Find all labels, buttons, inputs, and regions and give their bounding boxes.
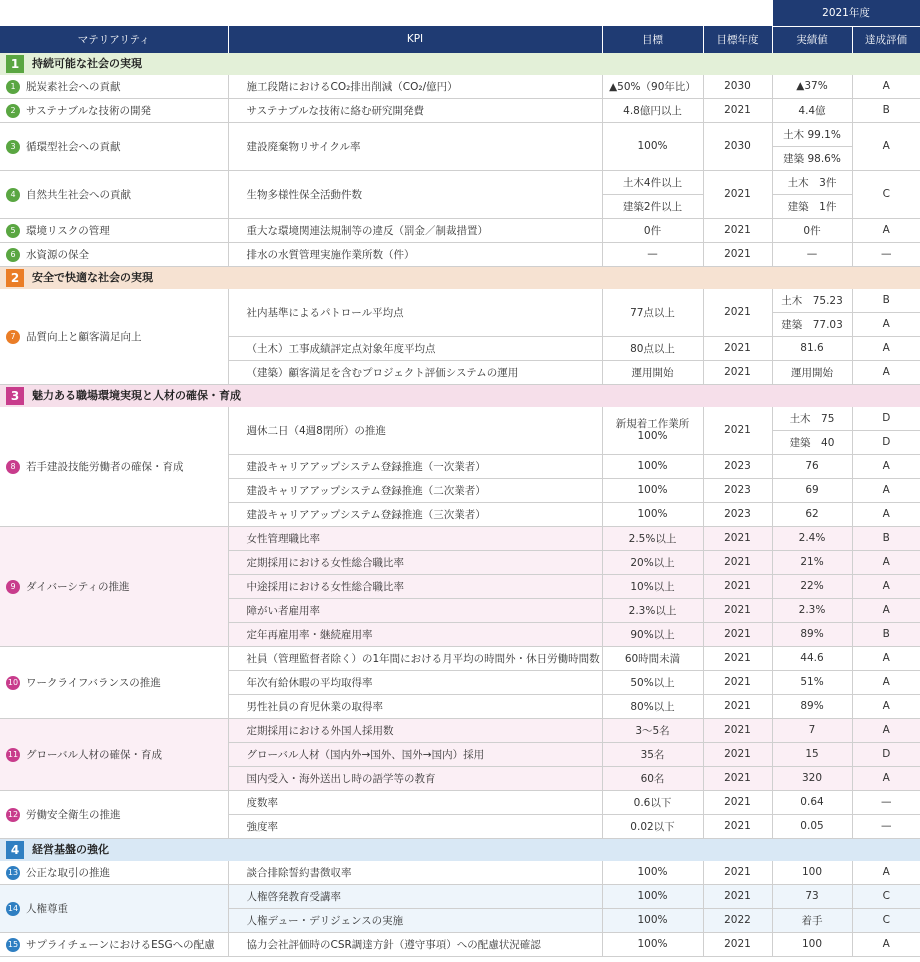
target-cell: 80点以上 bbox=[602, 336, 703, 360]
eval-cell: A bbox=[852, 478, 920, 502]
actual-cell: 15 bbox=[772, 742, 852, 766]
materiality-name: ダイバーシティの推進 bbox=[26, 580, 130, 593]
eval-cell: — bbox=[852, 814, 920, 838]
target-cell: 80%以上 bbox=[602, 694, 703, 718]
year-cell: 2023 bbox=[703, 502, 772, 526]
materiality-number: 8 bbox=[6, 460, 20, 474]
year-cell: 2021 bbox=[703, 407, 772, 455]
table-row bbox=[0, 75, 920, 99]
kpi-cell: （建築）顧客満足を含むプロジェクト評価システムの運用 bbox=[228, 360, 602, 384]
header-target: 目標 bbox=[602, 26, 703, 53]
materiality-name: グローバル人材の確保・育成 bbox=[26, 748, 162, 761]
year-cell: 2021 bbox=[703, 550, 772, 574]
year-cell: 2021 bbox=[703, 884, 772, 908]
target-cell: 100% bbox=[602, 122, 703, 170]
table-row bbox=[0, 932, 920, 956]
materiality-name: 自然共生社会への貢献 bbox=[26, 188, 131, 201]
target-cell: 35名 bbox=[602, 742, 703, 766]
eval-cell: A bbox=[852, 218, 920, 242]
target-cell: 2.5%以上 bbox=[602, 526, 703, 550]
target-cell: 60名 bbox=[602, 766, 703, 790]
table-row bbox=[0, 242, 920, 266]
kpi-cell: 施工段階におけるCO₂排出削減（CO₂/億円） bbox=[228, 75, 602, 99]
target-cell: 100% bbox=[602, 861, 703, 885]
eval-cell: A bbox=[852, 718, 920, 742]
eval-cell: A bbox=[852, 336, 920, 360]
kpi-cell: 生物多様性保全活動件数 bbox=[228, 170, 602, 218]
year-cell: 2021 bbox=[703, 814, 772, 838]
actual-cell: 0件 bbox=[772, 218, 852, 242]
target-cell: 建築2件以上 bbox=[602, 194, 703, 218]
year-cell: 2021 bbox=[703, 718, 772, 742]
eval-cell: D bbox=[852, 407, 920, 431]
actual-cell: 土木 75 bbox=[772, 407, 852, 431]
materiality-number: 6 bbox=[6, 248, 20, 262]
eval-cell: C bbox=[852, 884, 920, 908]
target-cell: 60時間未満 bbox=[602, 646, 703, 670]
kpi-cell: 協力会社評価時のCSR調達方針（遵守事項）への配慮状況確認 bbox=[228, 932, 602, 956]
actual-cell: 0.05 bbox=[772, 814, 852, 838]
section-header bbox=[0, 384, 920, 407]
actual-cell: 着手 bbox=[772, 908, 852, 932]
target-cell: ▲50%（90年比） bbox=[602, 75, 703, 99]
actual-cell: 89% bbox=[772, 694, 852, 718]
eval-cell: C bbox=[852, 908, 920, 932]
year-cell: 2022 bbox=[703, 908, 772, 932]
actual-cell: — bbox=[772, 242, 852, 266]
year-cell: 2021 bbox=[703, 336, 772, 360]
materiality-number: 5 bbox=[6, 224, 20, 238]
year-cell: 2021 bbox=[703, 790, 772, 814]
actual-cell: 建築 1件 bbox=[772, 194, 852, 218]
actual-cell: 土木 3件 bbox=[772, 170, 852, 194]
kpi-cell: 強度率 bbox=[228, 814, 602, 838]
year-cell: 2021 bbox=[703, 98, 772, 122]
year-cell: 2021 bbox=[703, 766, 772, 790]
kpi-cell: 建設廃棄物リサイクル率 bbox=[228, 122, 602, 170]
materiality-number: 4 bbox=[6, 188, 20, 202]
kpi-cell: （土木）工事成績評定点対象年度平均点 bbox=[228, 336, 602, 360]
table-row bbox=[0, 884, 920, 908]
eval-cell: A bbox=[852, 454, 920, 478]
year-cell: 2021 bbox=[703, 742, 772, 766]
table-row bbox=[0, 861, 920, 885]
section-header bbox=[0, 53, 920, 75]
table-row bbox=[0, 218, 920, 242]
kpi-cell: 週休二日（4週8閉所）の推進 bbox=[228, 407, 602, 455]
year-cell: 2021 bbox=[703, 670, 772, 694]
year-cell: 2030 bbox=[703, 122, 772, 170]
materiality-number: 7 bbox=[6, 330, 20, 344]
header-evaluation: 達成評価 bbox=[852, 26, 920, 53]
eval-cell: A bbox=[852, 502, 920, 526]
materiality-number: 15 bbox=[6, 938, 20, 952]
kpi-cell: 建設キャリアアップシステム登録推進（三次業者） bbox=[228, 502, 602, 526]
year-cell: 2021 bbox=[703, 242, 772, 266]
materiality-number: 1 bbox=[6, 80, 20, 94]
target-cell: 運用開始 bbox=[602, 360, 703, 384]
year-group-header: 2021年度 bbox=[772, 0, 920, 26]
actual-cell: 100 bbox=[772, 932, 852, 956]
materiality-number: 2 bbox=[6, 104, 20, 118]
actual-cell: 69 bbox=[772, 478, 852, 502]
materiality-name: 労働安全衛生の推進 bbox=[26, 808, 121, 821]
section-number: 3 bbox=[6, 387, 24, 405]
materiality-number: 11 bbox=[6, 748, 20, 762]
materiality-name: 循環型社会への貢献 bbox=[26, 140, 121, 153]
materiality-number: 13 bbox=[6, 866, 20, 880]
eval-cell: — bbox=[852, 242, 920, 266]
actual-cell: 0.64 bbox=[772, 790, 852, 814]
kpi-cell: 談合排除誓約書徴収率 bbox=[228, 861, 602, 885]
target-cell: 100% bbox=[602, 502, 703, 526]
eval-cell: A bbox=[852, 694, 920, 718]
kpi-cell: 社内基準によるパトロール平均点 bbox=[228, 289, 602, 337]
kpi-cell: 建設キャリアアップシステム登録推進（一次業者） bbox=[228, 454, 602, 478]
actual-cell: 76 bbox=[772, 454, 852, 478]
actual-cell: 土木 99.1% bbox=[772, 122, 852, 146]
eval-cell: B bbox=[852, 622, 920, 646]
year-cell: 2021 bbox=[703, 646, 772, 670]
eval-cell: A bbox=[852, 550, 920, 574]
table-row bbox=[0, 122, 920, 146]
actual-cell: 51% bbox=[772, 670, 852, 694]
materiality-name: サプライチェーンにおけるESGへの配慮 bbox=[26, 938, 215, 951]
actual-cell: 89% bbox=[772, 622, 852, 646]
materiality-name: 若手建設技能労働者の確保・育成 bbox=[26, 460, 184, 473]
target-cell: 50%以上 bbox=[602, 670, 703, 694]
kpi-cell: 国内受入・海外送出し時の語学等の教育 bbox=[228, 766, 602, 790]
actual-cell: 100 bbox=[772, 861, 852, 885]
target-cell: 20%以上 bbox=[602, 550, 703, 574]
table-row bbox=[0, 98, 920, 122]
actual-cell: 7 bbox=[772, 718, 852, 742]
eval-cell: A bbox=[852, 598, 920, 622]
materiality-name: 脱炭素社会への貢献 bbox=[26, 80, 121, 93]
section-header bbox=[0, 838, 920, 861]
kpi-cell: 建設キャリアアップシステム登録推進（二次業者） bbox=[228, 478, 602, 502]
target-cell: 2.3%以上 bbox=[602, 598, 703, 622]
target-cell: 100% bbox=[602, 884, 703, 908]
year-cell: 2021 bbox=[703, 932, 772, 956]
actual-cell: 62 bbox=[772, 502, 852, 526]
materiality-name: 環境リスクの管理 bbox=[26, 224, 110, 237]
eval-cell: A bbox=[852, 646, 920, 670]
actual-cell: 2.3% bbox=[772, 598, 852, 622]
actual-cell: 建築 77.03 bbox=[772, 312, 852, 336]
kpi-cell: 社員（管理監督者除く）の1年間における月平均の時間外・休日労働時間数 bbox=[228, 646, 602, 670]
table-row bbox=[0, 790, 920, 814]
kpi-cell: 度数率 bbox=[228, 790, 602, 814]
section-title: 安全で快適な社会の実現 bbox=[32, 270, 153, 284]
year-cell: 2023 bbox=[703, 478, 772, 502]
eval-cell: A bbox=[852, 122, 920, 170]
actual-cell: 4.4億 bbox=[772, 98, 852, 122]
year-cell: 2021 bbox=[703, 861, 772, 885]
materiality-name: 品質向上と顧客満足向上 bbox=[26, 330, 142, 343]
eval-cell: — bbox=[852, 790, 920, 814]
materiality-name: 人権尊重 bbox=[26, 902, 68, 915]
target-cell: 100% bbox=[602, 908, 703, 932]
kpi-cell: 人権デュー・デリジェンスの実施 bbox=[228, 908, 602, 932]
table-row bbox=[0, 170, 920, 194]
target-cell: 0.02以下 bbox=[602, 814, 703, 838]
table-row bbox=[0, 289, 920, 313]
year-cell: 2021 bbox=[703, 622, 772, 646]
target-cell: 土木4件以上 bbox=[602, 170, 703, 194]
materiality-name: サステナブルな技術の開発 bbox=[26, 104, 151, 117]
year-cell: 2030 bbox=[703, 75, 772, 99]
year-cell: 2021 bbox=[703, 694, 772, 718]
year-cell: 2021 bbox=[703, 598, 772, 622]
target-cell: — bbox=[602, 242, 703, 266]
actual-cell: ▲37% bbox=[772, 75, 852, 99]
eval-cell: D bbox=[852, 430, 920, 454]
materiality-number: 14 bbox=[6, 902, 20, 916]
eval-cell: B bbox=[852, 526, 920, 550]
section-header bbox=[0, 266, 920, 289]
header-actual: 実績値 bbox=[772, 26, 852, 53]
eval-cell: A bbox=[852, 861, 920, 885]
year-cell: 2021 bbox=[703, 574, 772, 598]
year-cell: 2023 bbox=[703, 454, 772, 478]
header-kpi: KPI bbox=[228, 26, 602, 53]
actual-cell: 44.6 bbox=[772, 646, 852, 670]
materiality-name: 水資源の保全 bbox=[26, 248, 89, 261]
section-title: 魅力ある職場環境実現と人材の確保・育成 bbox=[32, 388, 241, 402]
section-number: 2 bbox=[6, 269, 24, 287]
year-cell: 2021 bbox=[703, 218, 772, 242]
kpi-cell: サステナブルな技術に絡む研究開発費 bbox=[228, 98, 602, 122]
header-materiality: マテリアリティ bbox=[0, 26, 228, 53]
section-title: 持続可能な社会の実現 bbox=[32, 56, 142, 70]
table-row bbox=[0, 646, 920, 670]
eval-cell: D bbox=[852, 742, 920, 766]
header-spacer bbox=[0, 0, 228, 26]
kpi-cell: 年次有給休暇の平均取得率 bbox=[228, 670, 602, 694]
section-number: 4 bbox=[6, 841, 24, 859]
eval-cell: A bbox=[852, 312, 920, 336]
actual-cell: 81.6 bbox=[772, 336, 852, 360]
kpi-cell: 人権啓発教育受講率 bbox=[228, 884, 602, 908]
eval-cell: C bbox=[852, 170, 920, 218]
actual-cell: 21% bbox=[772, 550, 852, 574]
kpi-cell: 排水の水質管理実施作業所数（件） bbox=[228, 242, 602, 266]
year-cell: 2021 bbox=[703, 360, 772, 384]
target-cell: 0件 bbox=[602, 218, 703, 242]
target-cell: 100% bbox=[602, 932, 703, 956]
target-cell: 90%以上 bbox=[602, 622, 703, 646]
materiality-number: 10 bbox=[6, 676, 20, 690]
kpi-cell: 障がい者雇用率 bbox=[228, 598, 602, 622]
actual-cell: 73 bbox=[772, 884, 852, 908]
materiality-name: ワークライフバランスの推進 bbox=[26, 676, 161, 689]
eval-cell: B bbox=[852, 289, 920, 313]
table-row bbox=[0, 526, 920, 550]
actual-cell: 建築 98.6% bbox=[772, 146, 852, 170]
eval-cell: A bbox=[852, 932, 920, 956]
target-cell: 10%以上 bbox=[602, 574, 703, 598]
year-cell: 2021 bbox=[703, 289, 772, 337]
target-cell: 3～5名 bbox=[602, 718, 703, 742]
kpi-cell: 定年再雇用率・継続雇用率 bbox=[228, 622, 602, 646]
materiality-number: 9 bbox=[6, 580, 20, 594]
section-number: 1 bbox=[6, 55, 24, 73]
kpi-cell: グローバル人材（国内外→国外、国外→国内）採用 bbox=[228, 742, 602, 766]
materiality-number: 12 bbox=[6, 808, 20, 822]
kpi-cell: 男性社員の育児休業の取得率 bbox=[228, 694, 602, 718]
target-cell: 100% bbox=[602, 454, 703, 478]
kpi-cell: 定期採用における女性総合職比率 bbox=[228, 550, 602, 574]
actual-cell: 土木 75.23 bbox=[772, 289, 852, 313]
materiality-name: 公正な取引の推進 bbox=[26, 866, 110, 879]
actual-cell: 運用開始 bbox=[772, 360, 852, 384]
eval-cell: A bbox=[852, 574, 920, 598]
kpi-cell: 定期採用における外国人採用数 bbox=[228, 718, 602, 742]
table-row bbox=[0, 407, 920, 431]
eval-cell: B bbox=[852, 98, 920, 122]
eval-cell: A bbox=[852, 75, 920, 99]
eval-cell: A bbox=[852, 766, 920, 790]
kpi-cell: 重大な環境関連法規制等の違反（罰金／制裁措置） bbox=[228, 218, 602, 242]
materiality-number: 3 bbox=[6, 140, 20, 154]
target-cell: 0.6以下 bbox=[602, 790, 703, 814]
target-cell: 4.8億円以上 bbox=[602, 98, 703, 122]
year-cell: 2021 bbox=[703, 526, 772, 550]
year-cell: 2021 bbox=[703, 170, 772, 218]
actual-cell: 320 bbox=[772, 766, 852, 790]
actual-cell: 22% bbox=[772, 574, 852, 598]
table-row bbox=[0, 718, 920, 742]
header-target-year: 目標年度 bbox=[703, 26, 772, 53]
eval-cell: A bbox=[852, 670, 920, 694]
kpi-cell: 女性管理職比率 bbox=[228, 526, 602, 550]
actual-cell: 建築 40 bbox=[772, 430, 852, 454]
actual-cell: 2.4% bbox=[772, 526, 852, 550]
target-cell: 100% bbox=[602, 478, 703, 502]
target-cell: 77点以上 bbox=[602, 289, 703, 337]
section-title: 経営基盤の強化 bbox=[32, 842, 109, 856]
target-cell: 新規着工作業所 100% bbox=[602, 407, 703, 455]
kpi-cell: 中途採用における女性総合職比率 bbox=[228, 574, 602, 598]
eval-cell: A bbox=[852, 360, 920, 384]
